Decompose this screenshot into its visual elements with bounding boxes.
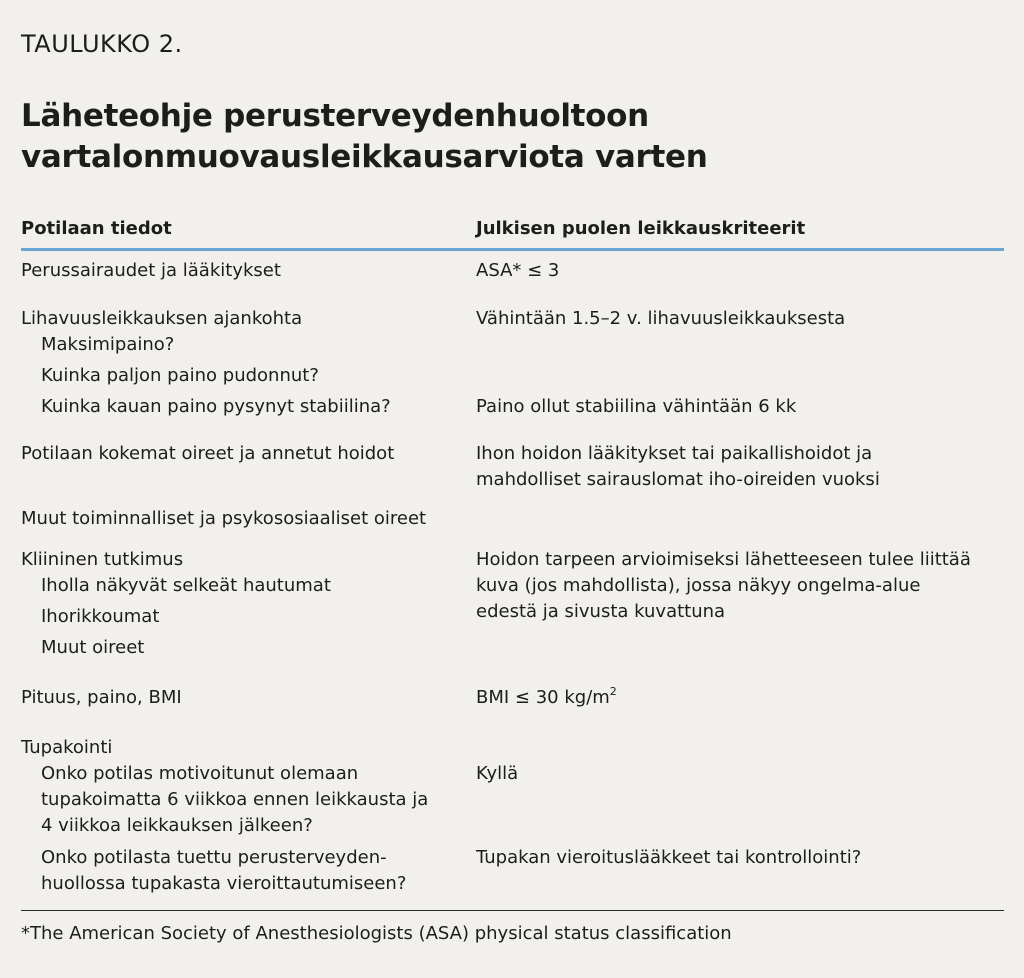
row-bmi-patient: Pituus, paino, BMI xyxy=(21,687,182,708)
row-symptoms-criteria-line: Ihon hoidon lääkitykset tai paikallishoidot ja xyxy=(476,443,873,464)
table-title xyxy=(21,96,1001,178)
row-smoking-q1-line: tupakoimatta 6 viikkoa ennen leikkausta ja xyxy=(41,789,429,810)
title-line: Läheteohje perusterveydenhuoltoon xyxy=(21,98,649,134)
table-label: TAULUKKO 2. xyxy=(21,30,183,58)
row-symptoms-criteria-line: mahdolliset sairauslomat iho-oireiden vuoksi xyxy=(476,469,880,490)
row-clinical-sub-other: Muut oireet xyxy=(41,637,145,658)
row-clinical-sub-intertrigo: Iholla näkyvät selkeät hautumat xyxy=(41,575,331,596)
row-bariatric-sub-maxweight: Maksimipaino? xyxy=(41,334,175,355)
row-bariatric-stability-criteria: Paino ollut stabiilina vähintään 6 kk xyxy=(476,396,797,417)
footer-divider xyxy=(21,910,1004,911)
row-clinical-sub-skin-breaks: Ihorikkoumat xyxy=(41,606,160,627)
row-smoking-q1-line: 4 viikkoa leikkauksen jälkeen? xyxy=(41,815,313,836)
row-smoking-q2-criteria: Tupakan vieroituslääkkeet tai kontrollointi? xyxy=(476,847,862,868)
row-smoking-patient: Tupakointi xyxy=(21,737,113,758)
row-smoking-q1-line: Onko potilas motivoitunut olemaan xyxy=(41,763,359,784)
row-smoking-q1-criteria: Kyllä xyxy=(476,763,519,784)
header-divider xyxy=(21,248,1004,251)
row-bariatric-timing-patient: Lihavuusleikkauksen ajankohta xyxy=(21,308,303,329)
row-symptoms-patient: Potilaan kokemat oireet ja annetut hoidot xyxy=(21,443,395,464)
column-header-criteria: Julkisen puolen leikkauskriteerit xyxy=(476,218,806,239)
footnote: *The American Society of Anesthesiologists (ASA) physical status classification xyxy=(21,923,732,944)
row-smoking-q2-line: huollossa tupakasta vieroittautumiseen? xyxy=(41,873,407,894)
row-bariatric-timing-criteria: Vähintään 1.5–2 v. lihavuusleikkauksesta xyxy=(476,308,846,329)
row-comorbidities-criteria: ASA* ≤ 3 xyxy=(476,260,560,281)
title-line: vartalonmuovausleikkausarviota varten xyxy=(21,139,708,175)
row-clinical-criteria-line: kuva (jos mahdollista), jossa näkyy ongelma-alue xyxy=(476,575,921,596)
row-clinical-criteria-line: edestä ja sivusta kuvattuna xyxy=(476,601,726,622)
row-bariatric-sub-stability: Kuinka kauan paino pysynyt stabiilina? xyxy=(41,396,391,417)
column-header-patient: Potilaan tiedot xyxy=(21,218,172,239)
row-smoking-q2-line: Onko potilasta tuettu perusterveyden- xyxy=(41,847,387,868)
row-bmi-criteria xyxy=(476,685,617,711)
row-comorbidities-patient: Perussairaudet ja lääkitykset xyxy=(21,260,281,281)
bmi-unit-superscript: 2 xyxy=(609,685,617,698)
row-bariatric-sub-weightloss: Kuinka paljon paino pudonnut? xyxy=(41,365,319,386)
bmi-criteria-text: BMI ≤ 30 kg/m xyxy=(476,687,610,708)
row-clinical-exam-patient: Kliininen tutkimus xyxy=(21,549,184,570)
row-clinical-criteria-line: Hoidon tarpeen arvioimiseksi lähetteeseen tulee liittää xyxy=(476,549,971,570)
row-functional-patient: Muut toiminnalliset ja psykososiaaliset oireet xyxy=(21,508,427,529)
